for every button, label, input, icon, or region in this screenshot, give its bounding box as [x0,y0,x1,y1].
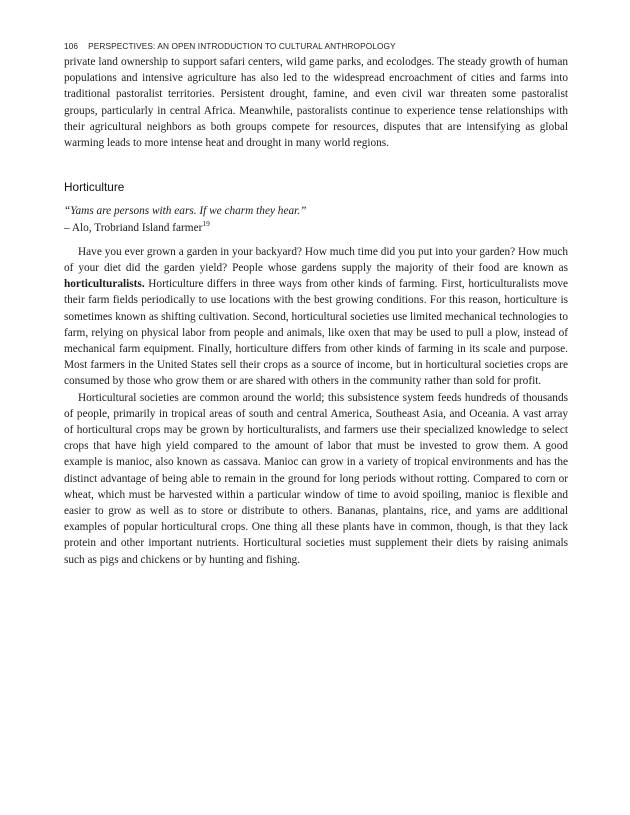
running-header [64,41,396,51]
section-heading: Horticulture [64,180,125,195]
running-title: PERSPECTIVES: AN OPEN INTRODUCTION TO CULTURAL ANTHROPOLOGY [88,41,396,51]
body-paragraph-1 [64,244,568,390]
footnote-marker: 19 [202,218,210,228]
key-term-horticulturalists: horticulturalists. [64,278,145,291]
epigraph-quote: “Yams are persons with ears. If we charm they hear.” [64,205,307,218]
attribution-text: – Alo, Trobriand Island farmer [64,221,203,234]
paragraph-1-text-end: Horticulture differs in three ways from other kinds of farming. First, horticulturalists move their farm fields periodically to use locations with the best growing conditions. For this reason, horticulture is sometimes known as shifting cultivation. Second, horticultural societies use limited mechanical technologies to farm, relying on physical labor from people and animals, like oxen that may be used to pull a plow, instead of mechanical farm equipment. Finally, horticulture differs from other kinds of farming in its scale and purpose. Most farmers in the United States sell their crops as a source of income, but in horticultural societies crops are consumed by those who grow them or are shared with others in the community rather than sold for profit. [64,278,568,388]
body-paragraph-2: Horticultural societies are common around the world; this subsistence system feeds hundreds of thousands of people, primarily in tropical areas of south and central America, Southeast Asia, and Oceania. A vast array of horticultural crops may be grown by horticulturalists, and farmers use their specialized knowledge to select crops that have high yield compared to the amount of labor that must be invested to grow them. A good example is manioc, also known as cassava. Manioc can grow in a variety of tropical environments and has the distinct advantage of being able to remain in the ground for long periods without rotting. Compared to corn or wheat, which must be harvested within a particular window of time to avoid spoiling, manioc is flexible and easier to grow as well as to store or distribute to others. Bananas, plantains, rice, and yams are additional examples of popular horticultural crops. One thing all these plants have in common, though, is that they lack protein and other important nutrients. Horticultural societies must supplement their diets by raising animals such as pigs and chickens or by hunting and fishing. [64,391,568,566]
page-body [64,54,568,568]
epigraph [64,203,568,235]
epigraph-attribution [64,220,568,236]
intro-paragraph: private land ownership to support safari centers, wild game parks, and ecolodges. The steady growth of human populations and intensive agriculture has also led to the widespread encroachment of cities and farms into traditional pastoralist territories. Persistent drought, famine, and even civil war threaten some pastoralist groups, particularly in central Africa. Meanwhile, pastoralists continue to experience tense relationships with their agricultural neighbors as both groups compete for resources, disputes that are intensifying as global warming leads to more intense heat and drought in many world regions. [64,56,568,150]
page-number: 106 [64,41,79,51]
paragraph-1-text-start: Have you ever grown a garden in your backyard? How much time did you put into your garden? How much of your diet did the garden yield? People whose gardens supply the majority of their food are known as [64,245,568,275]
